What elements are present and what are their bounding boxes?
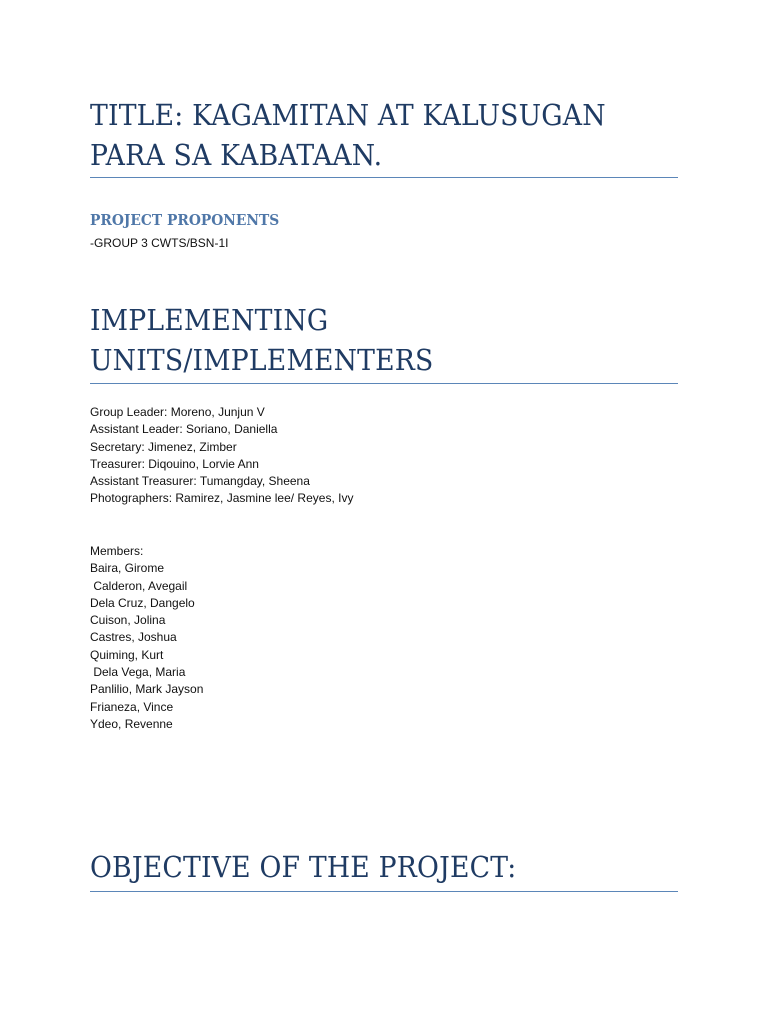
member-item: Quiming, Kurt xyxy=(90,647,164,662)
proponents-value: -GROUP 3 CWTS/BSN-1I xyxy=(90,236,229,250)
member-item: Calderon, Avegail xyxy=(90,578,188,593)
officer-photographers: Photographers: Ramirez, Jasmine lee/ Reyes, Ivy xyxy=(90,491,354,506)
member-item: Dela Cruz, Dangelo xyxy=(90,595,195,610)
officer-secretary: Secretary: Jimenez, Zimber xyxy=(90,439,237,454)
officer-treasurer: Treasurer: Diqouino, Lorvie Ann xyxy=(90,456,259,471)
officer-assistant-leader: Assistant Leader: Soriano, Daniella xyxy=(90,422,278,437)
member-item: Frianeza, Vince xyxy=(90,699,174,714)
implementers-divider xyxy=(90,383,678,384)
implementers-heading-line-2: UNITS/IMPLEMENTERS xyxy=(90,343,434,377)
objective-heading-block xyxy=(90,847,554,887)
member-item: Baira, Girome xyxy=(90,561,165,576)
officer-assistant-treasurer: Assistant Treasurer: Tumangday, Sheena xyxy=(90,474,310,489)
member-item: Dela Vega, Maria xyxy=(90,665,186,680)
objective-heading: OBJECTIVE OF THE PROJECT: xyxy=(90,850,517,884)
member-item: Castres, Joshua xyxy=(90,630,177,645)
member-item: Ydeo, Revenne xyxy=(90,716,173,731)
document-title xyxy=(90,95,651,175)
title-divider xyxy=(90,177,678,178)
proponents-heading: PROJECT PROPONENTS xyxy=(90,211,280,229)
objective-divider xyxy=(90,891,678,892)
member-item: Panlilio, Mark Jayson xyxy=(90,682,204,697)
title-line-1: TITLE: KAGAMITAN AT KALUSUGAN xyxy=(90,98,606,132)
officer-group-leader: Group Leader: Moreno, Junjun V xyxy=(90,405,265,419)
member-item: Cuison, Jolina xyxy=(90,613,166,628)
officers-list xyxy=(90,404,353,508)
members-list xyxy=(90,543,203,733)
implementers-heading xyxy=(90,300,463,380)
members-label: Members: xyxy=(90,544,144,558)
implementers-heading-line-1: IMPLEMENTING xyxy=(90,303,329,337)
title-line-2: PARA SA KABATAAN. xyxy=(90,138,383,172)
